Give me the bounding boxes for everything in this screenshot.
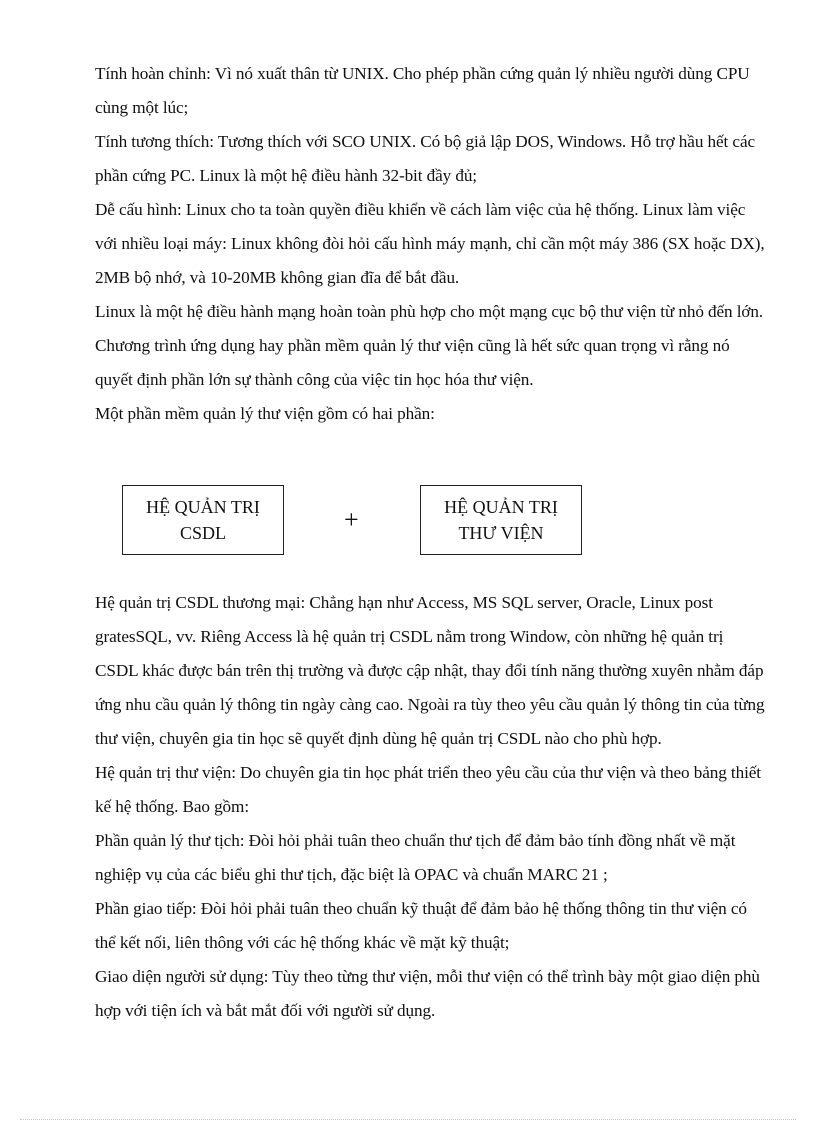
paragraph-linux-mang: Linux là một hệ điều hành mạng hoàn toàn phù hợp cho một mạng cục bộ thư viện từ nhỏ đến lớn. [95, 302, 764, 321]
paragraph-de-cau-hinh: Dễ cấu hình: Linux cho ta toàn quyền điều khiển về cách làm việc của hệ thống. Linux làm việc với nhiều loại máy: Linux không đòi hỏi cấu hình máy mạnh, chỉ cần một máy 386 (SX hoặc DX), 2MB bộ nhớ, và 10-20MB không gian đĩa để bắt đầu. [95, 200, 765, 287]
box-csdl-line2: CSDL [179, 523, 226, 543]
paragraph-csdl-thuong-mai: Hệ quản trị CSDL thương mại: Chẳng hạn như Access, MS SQL server, Oracle, Linux post gratesSQL, vv. Riêng Access là hệ quản trị CSDL nằm trong Window, còn những hệ quản trị CSDL khác được bán trên thị trường và được cập nhật, thay đổi tính năng thường xuyên nhằm đáp ứng nhu cầu quản lý thông tin ngày càng cao. Ngoài ra tùy theo yêu cầu quản lý thông tin của từng thư viện, chuyên gia tin học sẽ quyết định dùng hệ quản trị CSDL nào cho phù hợp. [95, 593, 765, 748]
paragraph-hai-phan: Một phần mềm quản lý thư viện gồm có hai phần: [95, 404, 435, 423]
paragraph-tinh-hoan-chinh: Tính hoàn chỉnh: Vì nó xuất thân từ UNIX. Cho phép phần cứng quản lý nhiều người dùng CPU cùng một lúc; [95, 64, 750, 117]
paragraph-giao-tiep: Phần giao tiếp: Đòi hỏi phải tuân theo chuẩn kỹ thuật để đảm bảo hệ thống thông tin thư viện có thể kết nối, liên thông với các hệ thống khác về mặt kỹ thuật; [95, 899, 747, 952]
paragraph-quan-ly-thu-tich: Phần quản lý thư tịch: Đòi hỏi phải tuân theo chuẩn thư tịch để đảm bảo tính đồng nhất về mặt nghiệp vụ của các biểu ghi thư tịch, đặc biệt là OPAC và chuẩn MARC 21 ; [95, 831, 736, 884]
page-bottom-divider [20, 1119, 796, 1120]
box-thuvien-line1: HỆ QUẢN TRỊ [444, 497, 558, 517]
paragraph-giao-dien: Giao diện người sử dụng: Tùy theo từng thư viện, mỗi thư viện có thể trình bày một giao diện phù hợp với tiện ích và bắt mắt đối với người sử dụng. [95, 967, 760, 1020]
box-thuvien-line2: THƯ VIỆN [458, 523, 544, 543]
components-diagram [122, 483, 592, 561]
box-he-quan-tri-csdl [122, 485, 284, 555]
box-he-quan-tri-thu-vien [420, 485, 582, 555]
text-block-top [95, 57, 767, 431]
box-csdl-line1: HỆ QUẢN TRỊ [146, 497, 260, 517]
plus-operator: + [344, 505, 359, 534]
text-block-bottom [95, 586, 767, 1028]
paragraph-he-quan-tri-thu-vien: Hệ quản trị thư viện: Do chuyên gia tin học phát triển theo yêu cầu của thư viện và theo bảng thiết kế hệ thống. Bao gồm: [95, 763, 761, 816]
paragraph-tinh-tuong-thich: Tính tương thích: Tương thích với SCO UNIX. Có bộ giả lập DOS, Windows. Hỗ trợ hầu hết các phần cứng PC. Linux là một hệ điều hành 32-bit đầy đủ; [95, 132, 756, 185]
paragraph-chuong-trinh-ung-dung: Chương trình ứng dụng hay phần mềm quản lý thư viện cũng là hết sức quan trọng vì rằng nó quyết định phần lớn sự thành công của việc tin học hóa thư viện. [95, 336, 730, 389]
